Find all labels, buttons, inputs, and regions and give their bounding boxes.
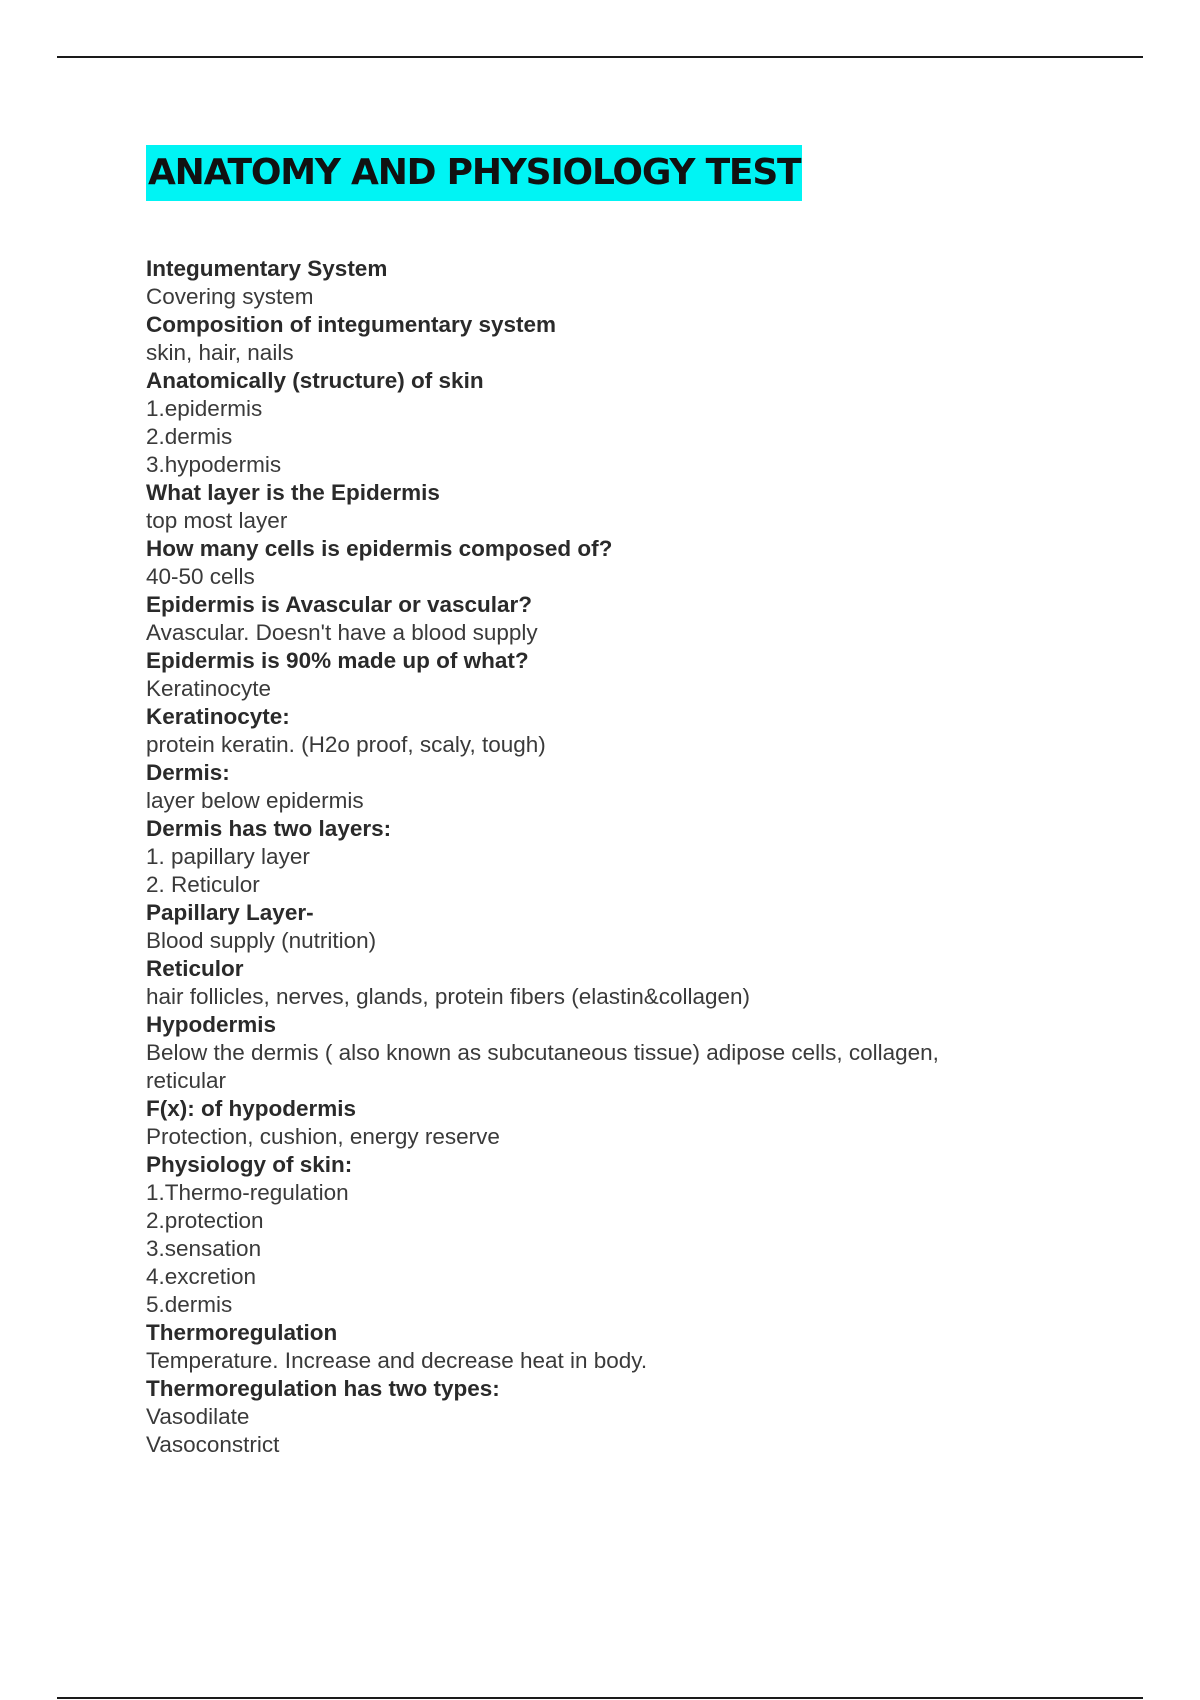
title-highlight: [146, 145, 802, 201]
question-heading: Keratinocyte:: [146, 704, 290, 729]
answer-text: Below the dermis ( also known as subcutaneous tissue) adipose cells, collagen,: [146, 1040, 939, 1065]
question-heading: Dermis has two layers:: [146, 816, 392, 841]
question-heading: Reticulor: [146, 956, 244, 981]
answer-text: skin, hair, nails: [146, 340, 294, 365]
answer-text: 3.hypodermis: [146, 452, 282, 477]
question-heading: Integumentary System: [146, 256, 388, 281]
document-title: ANATOMY AND PHYSIOLOGY TEST: [148, 152, 801, 193]
question-heading: F(x): of hypodermis: [146, 1096, 357, 1121]
answer-text: 40-50 cells: [146, 564, 255, 589]
question-heading: Composition of integumentary system: [146, 312, 557, 337]
answer-text: 3.sensation: [146, 1236, 262, 1261]
question-heading: Thermoregulation: [146, 1320, 338, 1345]
answer-text: Protection, cushion, energy reserve: [146, 1124, 500, 1149]
answer-text: 1.epidermis: [146, 396, 263, 421]
answer-text: Vasoconstrict: [146, 1432, 280, 1457]
answer-text: Keratinocyte: [146, 676, 272, 701]
answer-text: 5.dermis: [146, 1292, 233, 1317]
answer-text: Temperature. Increase and decrease heat in body.: [146, 1348, 648, 1373]
answer-text: reticular: [146, 1068, 227, 1093]
question-heading: Physiology of skin:: [146, 1152, 353, 1177]
question-heading: Epidermis is Avascular or vascular?: [146, 592, 533, 617]
answer-text: Vasodilate: [146, 1404, 250, 1429]
question-heading: Epidermis is 90% made up of what?: [146, 648, 529, 673]
page-top-rule: [57, 56, 1143, 58]
answer-text: Blood supply (nutrition): [146, 928, 377, 953]
answer-text: 4.excretion: [146, 1264, 257, 1289]
answer-text: hair follicles, nerves, glands, protein fibers (elastin&collagen): [146, 984, 751, 1009]
answer-text: 2.protection: [146, 1208, 264, 1233]
answer-text: 2.dermis: [146, 424, 233, 449]
question-heading: Dermis:: [146, 760, 230, 785]
answer-text: 1.Thermo-regulation: [146, 1180, 349, 1205]
question-heading: Papillary Layer-: [146, 900, 314, 925]
answer-text: layer below epidermis: [146, 788, 364, 813]
answer-text: protein keratin. (H2o proof, scaly, tough): [146, 732, 546, 757]
document-body: [146, 255, 1046, 1459]
answer-text: Avascular. Doesn't have a blood supply: [146, 620, 538, 645]
question-heading: Hypodermis: [146, 1012, 277, 1037]
question-heading: What layer is the Epidermis: [146, 480, 440, 505]
answer-text: 2. Reticulor: [146, 872, 260, 897]
question-heading: Anatomically (structure) of skin: [146, 368, 484, 393]
page-bottom-rule: [57, 1697, 1143, 1699]
answer-text: Covering system: [146, 284, 314, 309]
question-heading: Thermoregulation has two types:: [146, 1376, 500, 1401]
question-heading: How many cells is epidermis composed of?: [146, 536, 613, 561]
answer-text: 1. papillary layer: [146, 844, 310, 869]
answer-text: top most layer: [146, 508, 288, 533]
